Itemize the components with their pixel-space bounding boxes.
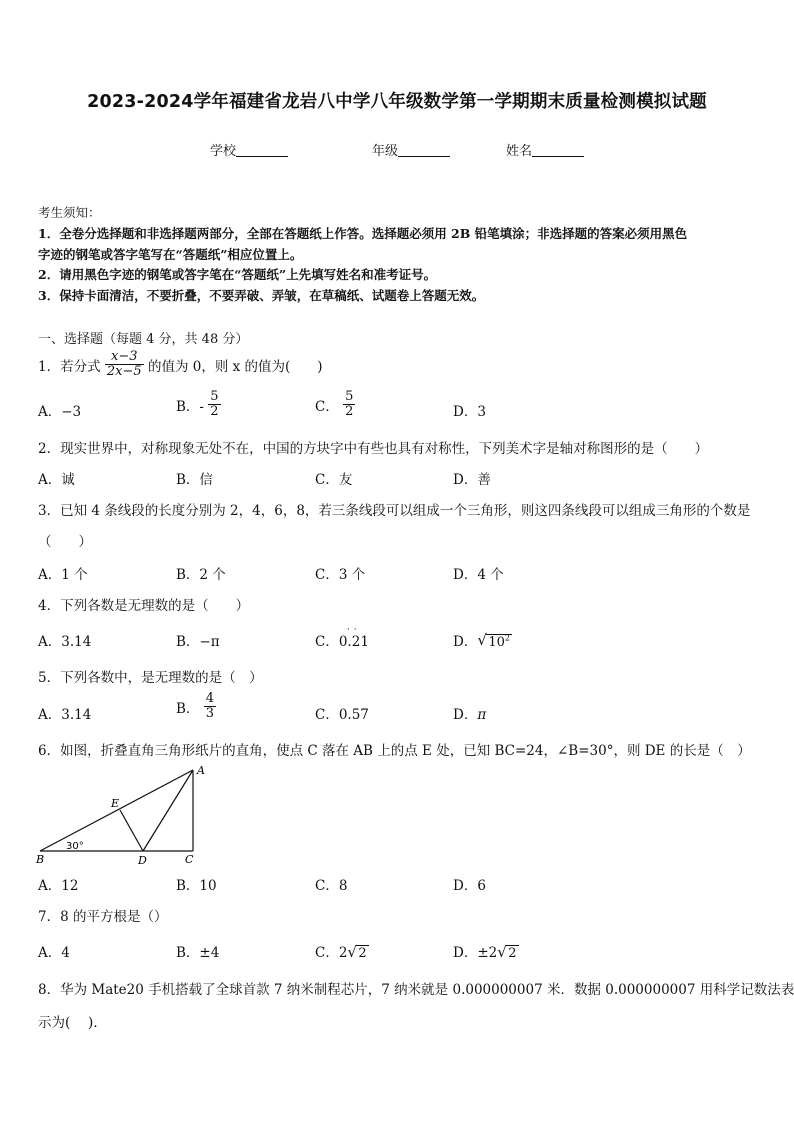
q6-option-b: B．10 [176,878,217,894]
q1-b-num: 5 [210,389,219,404]
q5-b-den: 3 [205,706,214,722]
q4-option-c [315,625,369,650]
note-3: 3．保持卡面清洁，不要折叠，不要弄破、弄皱，在草稿纸、试题卷上答题无效。 [38,288,485,303]
school-label: 学校 [210,144,237,159]
q4-c-prefix: C． [315,634,339,650]
q7-d-sqrt [497,943,518,961]
label-b: B [36,853,45,866]
note-2: 2．请用黑色字迹的钢笔或答字笔在“答题纸”上先填写姓名和准考证号。 [38,267,437,282]
q1-c-den: 2 [345,404,354,420]
q1-option-a: A．−3 [38,404,82,420]
q4-c-dots: ·· [346,625,361,635]
question-4: 4．下列各数是无理数的是（ ） [38,598,250,614]
q1-prefix: 1．若分式 [38,358,101,375]
q5-option-d [453,703,486,723]
section-heading: 一、选择题（每题 4 分，共 48 分） [38,332,249,347]
q4-option-d [453,630,512,650]
question-7: 7．8 的平方根是（） [38,909,168,925]
q5-b-num: 4 [205,691,214,706]
note-1a: 1．全卷分选择题和非选择题两部分，全部在答题纸上作答。选择题必须用 2B 铅笔填涂；非选择题的答案必须用黑色 [38,226,688,241]
label-angle-b: 30° [66,841,84,852]
q7-c-radicand: 2 [358,946,367,961]
q3-option-b: B．2 个 [176,567,226,583]
q1-option-b [176,390,221,420]
question-3-cont: （ ） [38,534,92,550]
grade-field [372,140,450,159]
q7-option-c [315,941,369,961]
q1-c-fraction [343,390,355,420]
q7-d-prefix: D．±2 [453,945,498,961]
q7-c-sqrt [347,943,368,961]
q1-numerator: x−3 [105,350,144,365]
q7-d-radicand: 2 [508,946,517,961]
q1-fraction [105,350,144,380]
name-field [506,140,584,159]
grade-blank [398,143,450,157]
q1-b-den: 2 [210,404,219,420]
q4-c-value: 0.21 [338,634,369,650]
triangle-figure [34,760,214,868]
q1-suffix: 的值为 0，则 x 的值为( ) [147,358,323,375]
label-c: C [185,853,194,866]
q5-d-pi: π [477,707,487,723]
q4-option-b: B．−π [176,634,220,650]
q2-option-d: D．善 [453,472,491,488]
q1-c-prefix: C． [315,398,339,415]
q5-option-a: A．3.14 [38,707,92,723]
q6-option-a: A．12 [38,878,79,894]
q1-b-fraction [208,390,220,420]
segment-ed [120,810,143,851]
segment-ad [143,770,193,851]
q4-d-exponent: 2 [504,633,510,643]
q1-denominator: 2x−5 [106,364,142,380]
q5-option-b [176,692,216,722]
school-blank [236,143,288,157]
notes-heading: 考生须知： [38,205,101,220]
q4-option-a: A．3.14 [38,634,92,650]
q4-d-radicand: 10 [488,635,505,650]
page-title: 2023-2024学年福建省龙岩八中学八年级数学第一学期期末质量检测模拟试题 [87,92,707,112]
q1-option-d: D．3 [453,404,486,420]
q1-option-c [315,390,355,420]
q4-c-repeating-decimal [338,625,369,650]
question-6: 6．如图，折叠直角三角形纸片的直角，使点 C 落在 AB 上的点 E 处，已知 BC=24，∠B=30°，则 DE 的长是（ ） [38,743,751,759]
question-5: 5．下列各数中，是无理数的是（ ） [38,670,263,686]
note-1b: 字迹的钢笔或答字笔写在“答题纸”相应位置上。 [38,247,303,262]
q6-option-d: D．6 [453,878,486,894]
q2-option-c: C．友 [315,472,353,488]
q3-option-d: D．4 个 [453,567,504,583]
label-d: D [138,854,147,867]
question-3: 3．已知 4 条线段的长度分别为 2，4，6，8，若三条线段可以组成一个三角形，则这四条线段可以组成三角形的个数是 [38,503,751,519]
q7-option-a: A．4 [38,945,70,961]
question-1 [38,350,323,380]
radical-sign-icon: √ [497,943,507,961]
q5-b-fraction [204,692,216,722]
question-2: 2．现实世界中，对称现象无处不在，中国的方块字中有些也具有对称性，下列美术字是轴对称图形的是（ ） [38,441,709,457]
q1-b-prefix: B．- [176,398,204,415]
q2-option-a: A．诚 [38,472,75,488]
q4-d-sqrt [477,630,512,650]
q7-option-d [453,941,519,961]
segment-ab [40,770,193,851]
name-blank [532,143,584,157]
name-label: 姓名 [506,144,533,159]
q5-option-c: C．0.57 [315,707,369,723]
grade-label: 年级 [372,144,399,159]
q3-option-a: A．1 个 [38,567,88,583]
radical-sign-icon: √ [477,630,487,649]
radical-sign-icon: √ [347,943,357,961]
q2-option-b: B．信 [176,472,213,488]
school-field [210,140,288,159]
q7-c-prefix: C．2 [315,945,348,961]
q4-d-prefix: D． [453,634,478,650]
question-8: 8．华为 Mate20 手机搭载了全球首款 7 纳米制程芯片，7 纳米就是 0.000000007 米．数据 0.000000007 用科学记数法表 [38,982,794,998]
q7-option-b: B．±4 [176,945,220,961]
q6-option-c: C．8 [315,878,348,894]
q5-b-prefix: B． [176,700,200,717]
q3-option-c: C．3 个 [315,567,366,583]
q1-c-num: 5 [345,389,354,404]
label-e: E [111,797,120,810]
q5-d-prefix: D． [453,707,478,723]
question-8-cont: 示为( )． [38,1015,107,1031]
label-a: A [197,764,205,777]
